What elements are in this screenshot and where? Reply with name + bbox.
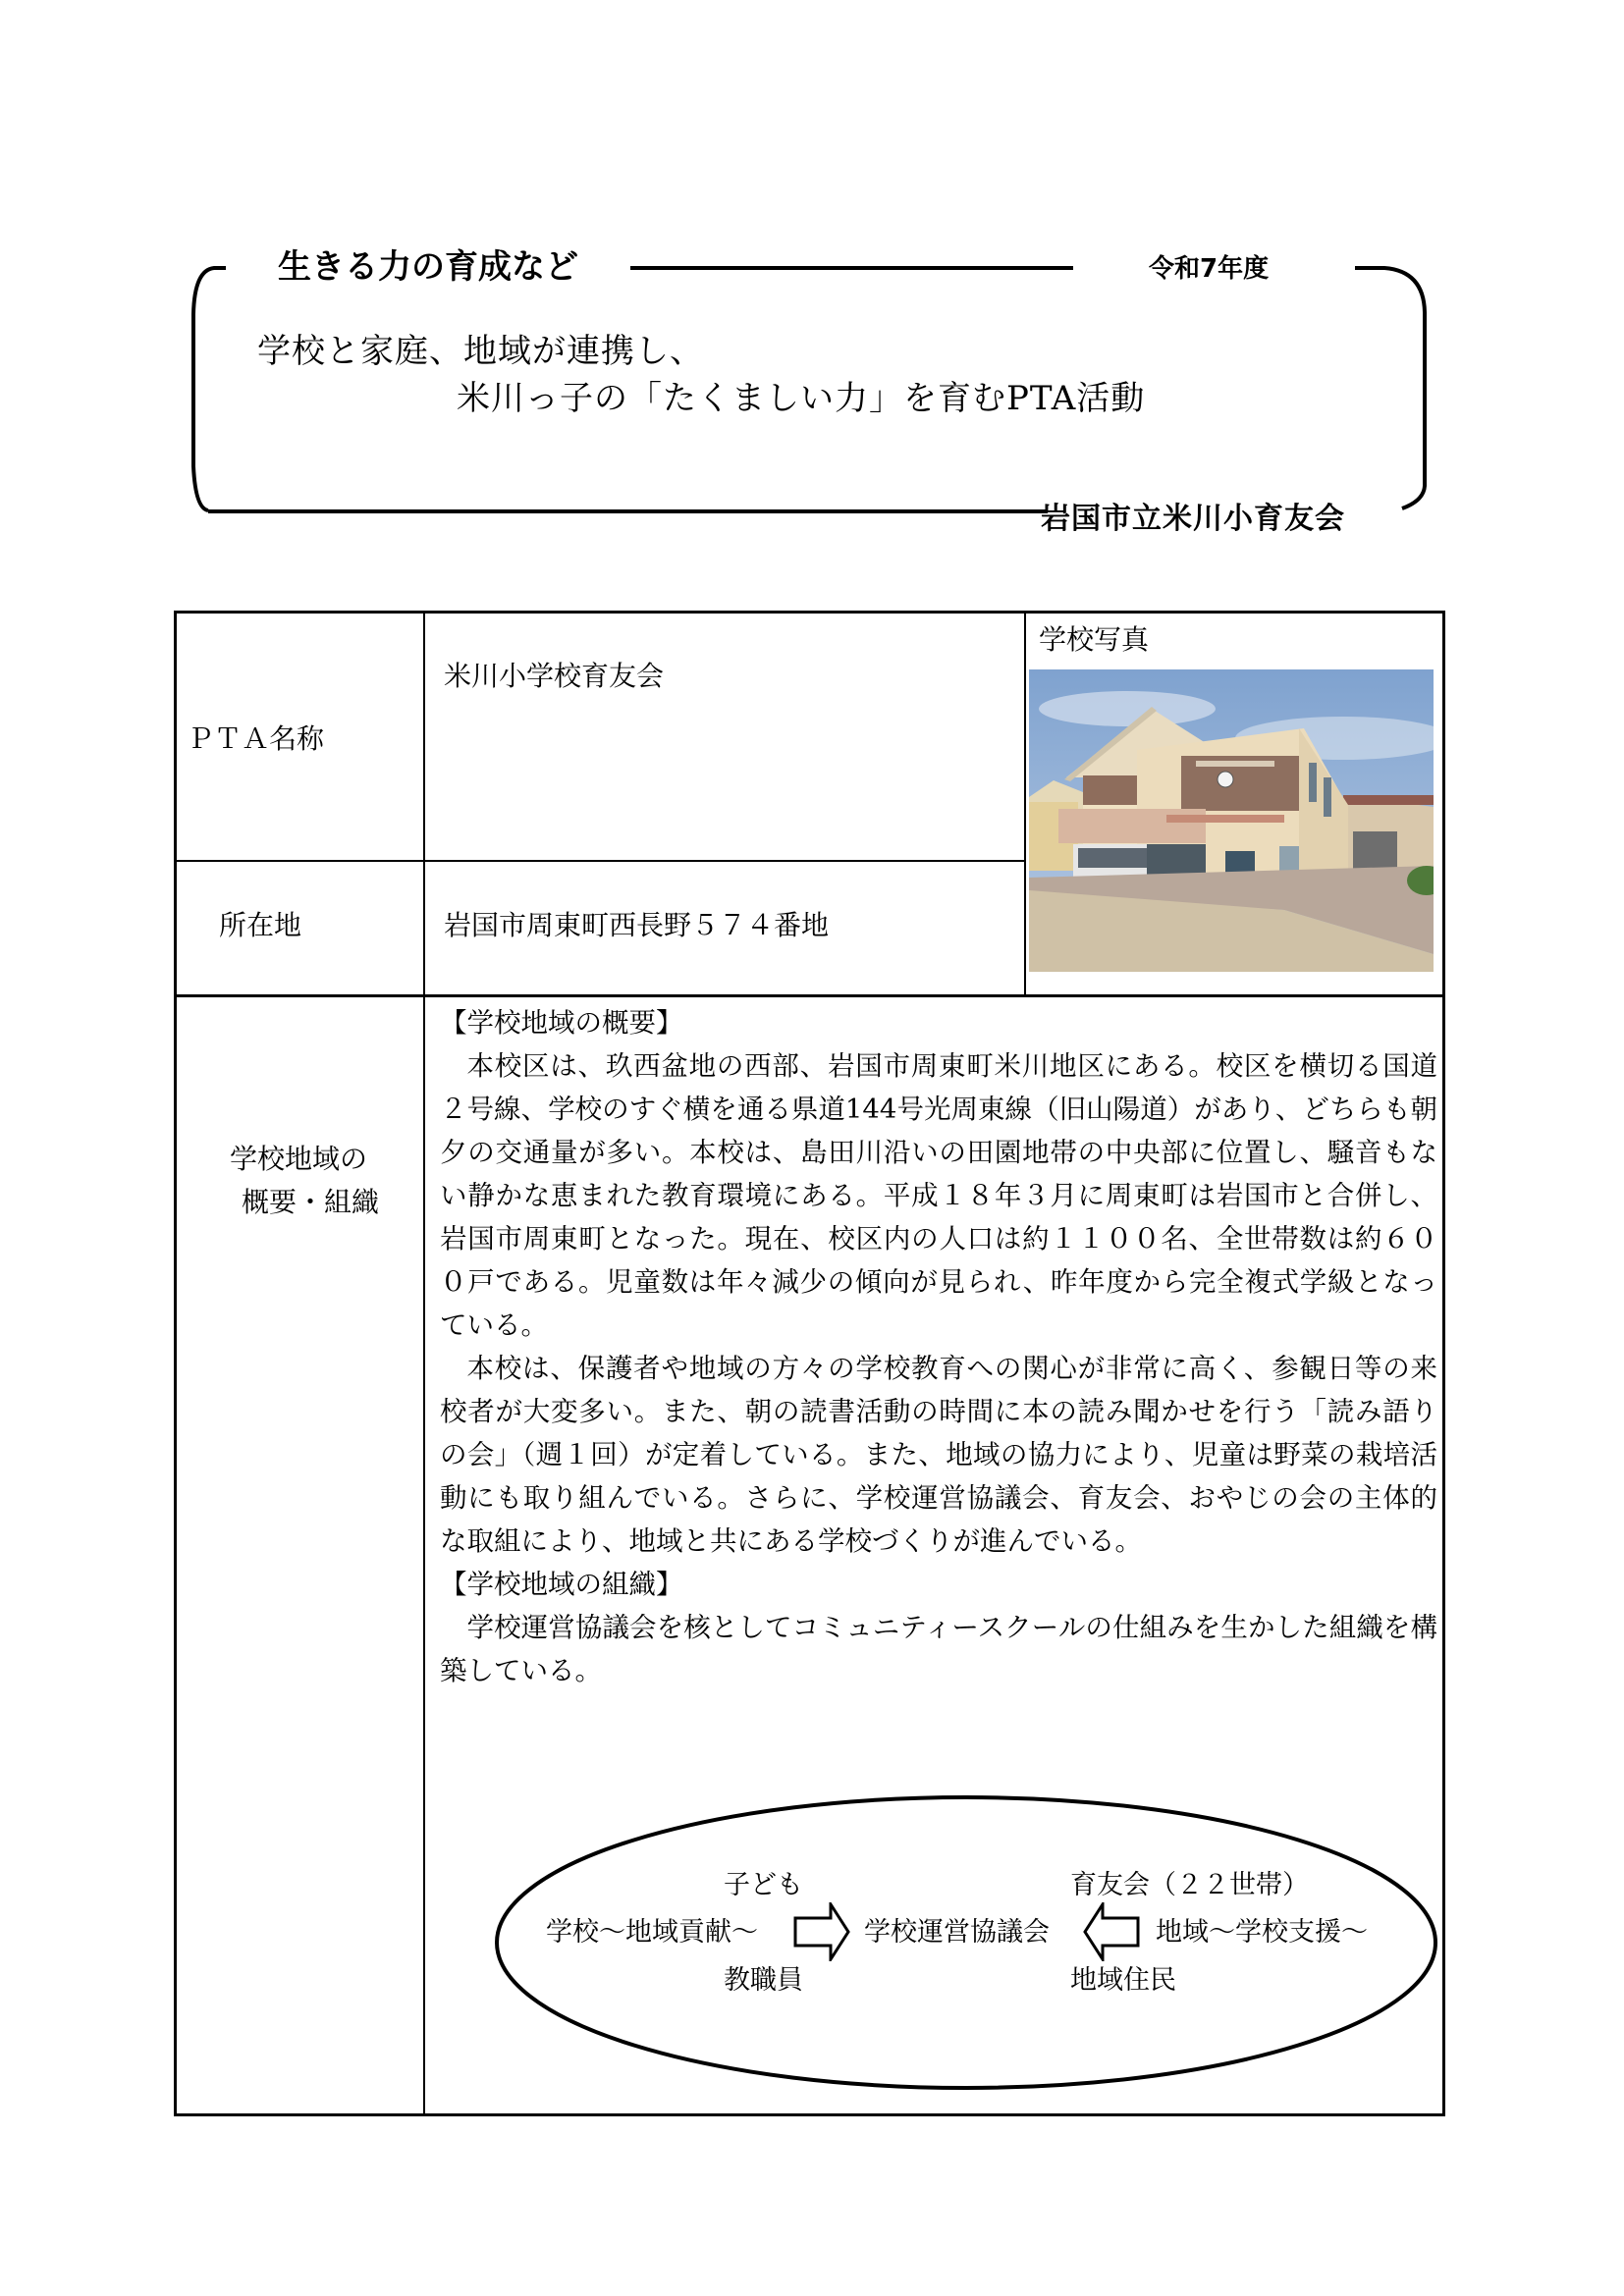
organization-name: 岩国市立米川小育友会 (1041, 502, 1345, 536)
diagram-pta-households: 育友会（２２世帯） (1070, 1870, 1309, 1900)
organization-heading: 【学校地域の組織】 (440, 1569, 683, 1600)
table-divider-photo (1024, 611, 1026, 996)
school-building-photo-icon (1029, 669, 1434, 972)
table-row-divider-2 (174, 994, 1445, 997)
diagram-teachers: 教職員 (724, 1965, 803, 1996)
left-arrow-icon (1083, 1902, 1140, 1961)
table-divider-label (423, 611, 425, 2116)
diagram-school-council: 学校運営協議会 (864, 1917, 1050, 1948)
table-row-divider-1 (174, 860, 1026, 862)
overview-paragraph-2: 本校は、保護者や地域の方々の学校教育への関心が非常に高く、参観日等の来校者が大変多い。また、朝の読書活動の時間に本の読み聞かせを行う「読み語りの会」（週１回）が定着している。また、地域の協力により、児童は野菜の栽培活動にも取り組んでいる。さらに、学校運営協議会、育友会、おやじの会の主体的な取組により、地域と共にある学校づくりが進んでいる。 (440, 1353, 1437, 1557)
overview-label-line-2: 概要・組織 (242, 1186, 380, 1218)
table-border-left (174, 611, 177, 2116)
diagram-children: 子ども (724, 1870, 803, 1900)
overview-label-line-1: 学校地域の (230, 1143, 368, 1175)
photo-label: 学校写真 (1039, 623, 1150, 656)
school-photo (1029, 669, 1434, 972)
headline-line-1: 学校と家庭、地域が連携し、 (257, 332, 704, 371)
overview-paragraph-1: 本校区は、玖西盆地の西部、岩国市周東町米川地区にある。校区を横切る国道２号線、学校のすぐ横を通る県道144号光周東線（旧山陽道）があり、どちらも朝夕の交通量が多い。本校は、島田川沿いの田園地帯の中央部に位置し、騒音もない静かな恵まれた教育環境にある。平成１８年３月に周東町は岩国市と合併し、岩国市周東町となった。現在、校区内の人口は約１１００名、全世帯数は約６００戸である。児童数は年々減少の傾向が見られ、昨年度から完全複式学級となっている。 (440, 1050, 1437, 1341)
headline-line-2: 米川っ子の「たくましい力」を育むPTA活動 (457, 379, 1146, 418)
overview-body (440, 1001, 1437, 1692)
section-title: 生きる力の育成など (278, 247, 578, 287)
address-label: 所在地 (219, 909, 302, 941)
organization-paragraph: 学校運営協議会を核としてコミュニティースクールの仕組みを生かした組織を構築している。 (440, 1612, 1437, 1686)
address-value: 岩国市周東町西長野５７４番地 (444, 909, 830, 941)
overview-heading: 【学校地域の概要】 (440, 1007, 683, 1039)
table-border-bottom (174, 2113, 1445, 2116)
right-arrow-icon (793, 1902, 850, 1961)
diagram-community-support: 地域～学校支援～ (1156, 1917, 1368, 1948)
pta-name-label: ＰＴＡ名称 (187, 722, 325, 755)
table-border-top (174, 611, 1445, 614)
diagram-school-contribution: 学校～地域貢献～ (546, 1917, 758, 1948)
header-frame (0, 0, 1624, 589)
fiscal-year-label: 令和7年度 (1149, 254, 1270, 284)
pta-name-value: 米川小学校育友会 (444, 660, 665, 692)
diagram-residents: 地域住民 (1070, 1965, 1176, 1996)
